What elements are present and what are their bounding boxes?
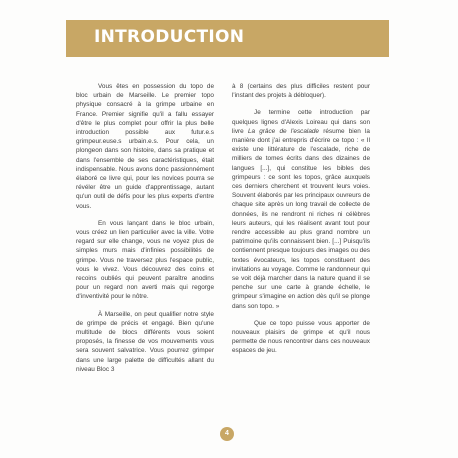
page-number-badge: 4 <box>220 427 234 441</box>
paragraph: Que ce topo puisse vous apporter de nouveaux plaisirs de grimpe et qu'il nous permette de nous rencontrer dans ces nouveaux espaces de jeu. <box>232 319 370 355</box>
page-title: INTRODUCTION <box>94 27 245 47</box>
paragraph: Vous êtes en possession du topo de bloc urbain de Marseille. Le premier topo physique consacré à la grimpe urbaine en France. Premier signifie qu'il a fallu essayer d'être le plus complet pour offrir la plus belle introduction possible aux futur.e.s grimpeur.euse.s urbain.e.s. Pour cela, un plongeon dans son histoire, dans sa pratique et dans l'ensemble de ses caractéristiques, était indispensable. Nous avons donc passionnément élaboré ce livre qui, pour les novices pourra se révéler être un guide d'apprentissage, autant qu'un outil de défis pour les plus experts d'entre vous. <box>76 83 214 210</box>
quote-intro: Je termine cette introduction par quelques lignes d'Alexis Loireau qui dans son livre <box>232 109 370 135</box>
paragraph: En vous lançant dans le bloc urbain, vous créez un lien particulier avec la ville. Votre regard sur elle change, vous ne voyez plus de simples murs mais d'infinies possibilités de grimpe. Vous ne traversez plus l'espace public, vous le vivez. Vous découvrez des coins et recoins oubliés qui peuvent paraître anodins pour un regard non averti mais qui regorge d'inventivité pour le nôtre. <box>76 219 214 301</box>
title-banner <box>66 20 389 57</box>
paragraph-continued: à 8 (certains des plus difficiles restent pour l'instant des projets à débloquer). <box>232 83 370 100</box>
paragraph-quote <box>232 108 370 310</box>
book-title: La grâce de l'escalade <box>247 127 319 135</box>
quote-body: résume bien la manière dont j'ai entrepris d'écrire ce topo : « Il existe une littérature de l'escalade, riche de milliers de tomes écrits dans des dizaines de langues [...], qui constitue les bibles des grimpeurs : ce sont les topos, grâce auxquels ces derniers cherchent et trouvent leurs voies. Souvent élaborés par les principaux ouvreurs de chaque site après un long travail de collecte de données, ils ne rendront ni riches ni célèbres leurs auteurs, qui les réalisent avant tout pour rendre accessible au plus grand nombre un patrimoine qu'ils connaissent bien. [...] Puisqu'ils contiennent presque toujours des images ou des textes évocateurs, les topos constituent des invitations au voyage. Comme le randonneur qui se voit déjà marcher dans la nature quand il se penche sur une carte à grande échelle, le grimpeur s'imagine en action dès qu'il se plonge dans son topo. » <box>232 127 370 310</box>
left-text-column <box>76 82 214 382</box>
right-text-column <box>232 82 370 364</box>
paragraph: À Marseille, on peut qualifier notre style de grimpe de précis et engagé. Bien qu'une multitude de blocs différents vous soient proposés, la finesse de vos mouvements vous sera souvent salvatrice. Vous pourrez grimper dans une large palette de difficultés allant du niveau Bloc 3 <box>76 310 214 373</box>
